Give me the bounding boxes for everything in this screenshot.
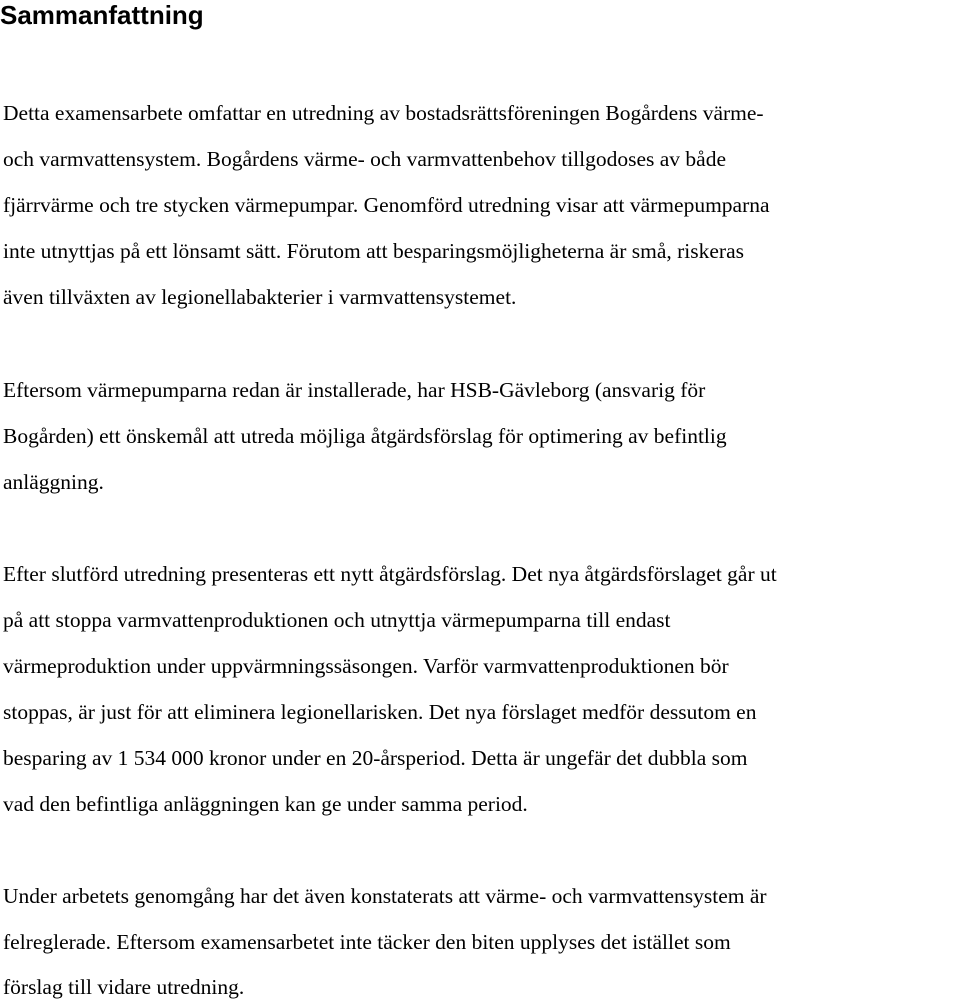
paragraph-line: Eftersom värmepumparna redan är installerade, har HSB-Gävleborg (ansvarig för [3, 378, 706, 402]
paragraph-line: vad den befintliga anläggningen kan ge under samma period. [3, 792, 528, 816]
paragraph-line: förslag till vidare utredning. [3, 975, 245, 999]
paragraph-line: även tillväxten av legionellabakterier i varmvattensystemet. [3, 285, 517, 309]
paragraph-line: Under arbetets genomgång har det även konstaterats att värme- och varmvattensystem är [3, 884, 767, 908]
paragraph-line: Bogården) ett önskemål att utreda möjliga åtgärdsförslag för optimering av befintlig [3, 424, 727, 448]
paragraph-line: Detta examensarbete omfattar en utredning av bostadsrättsföreningen Bogårdens värme- [3, 101, 764, 125]
paragraph-line: anläggning. [3, 470, 104, 494]
paragraph-line: värmeproduktion under uppvärmningssäsongen. Varför varmvattenproduktionen bör [3, 654, 729, 678]
page-title: Sammanfattning [0, 0, 204, 30]
paragraph-line: Efter slutförd utredning presenteras ett nytt åtgärdsförslag. Det nya åtgärdsförslaget går ut [3, 562, 777, 586]
paragraph-line: och varmvattensystem. Bogårdens värme- och varmvattenbehov tillgodoses av både [3, 147, 727, 171]
paragraph-line: inte utnyttjas på ett lönsamt sätt. Förutom att besparingsmöjligheterna är små, riskeras [3, 239, 744, 263]
paragraph-line: på att stoppa varmvattenproduktionen och utnyttja värmepumparna till endast [3, 608, 671, 632]
paragraph-line: felreglerade. Eftersom examensarbetet inte täcker den biten upplyses det istället som [3, 930, 731, 954]
paragraph-line: stoppas, är just för att eliminera legionellarisken. Det nya förslaget medför dessutom en [3, 700, 757, 724]
paragraph-line: besparing av 1 534 000 kronor under en 20-årsperiod. Detta är ungefär det dubbla som [3, 746, 748, 770]
paragraph-line: fjärrvärme och tre stycken värmepumpar. Genomförd utredning visar att värmepumparna [3, 193, 770, 217]
